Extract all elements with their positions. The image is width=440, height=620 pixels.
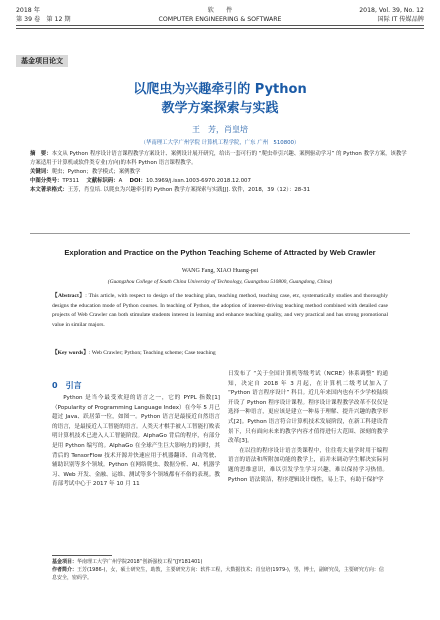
english-keywords <box>52 349 388 358</box>
clc-label: 中图分类号： <box>30 178 63 184</box>
keywords-line <box>30 168 410 177</box>
keywords-label: 关键词： <box>30 169 52 175</box>
header-rule-thin <box>16 28 424 29</box>
body-column-right <box>228 370 388 485</box>
english-keywords-label: 【Key words】 <box>52 350 89 356</box>
keywords-text: 爬虫；Python；教学模式；案例教学 <box>51 169 141 175</box>
header-right <box>359 6 424 24</box>
english-abstract-text: : This article, with respect to design of the teaching plan, teaching method, teaching case, etc, systematically studies and thoroughly designs the education mode of Python courses. In teaching of Python, the adoption of interest-driving teaching method combined with detailed case projects of Web Crawler can both stimulate students interest in learning and enhance teaching quality, and very practical and has strong promotional value in similar majors. <box>52 293 389 328</box>
title-line-1: 以爬虫为兴趣牵引的 Python <box>133 82 307 97</box>
article-title <box>0 80 440 118</box>
author-note <box>52 566 388 582</box>
chinese-abstract-block <box>30 150 410 195</box>
english-affiliation: (Guangzhou College of South China University of Technology, Guangzhou 510800, Guangdong, China) <box>107 279 333 285</box>
doi-value[interactable]: 10.3969/j.issn.1003-6970.2018.12.007 <box>145 178 251 184</box>
author-bio-text: 王芳(1986-)，女，硕士研究生，助教，主要研究方向：软件工程，大数据技术；肖皇培(1979-)，男，博士，副研究员，主要研究方向：信息安全，密码学。 <box>52 567 384 582</box>
body-paragraph: Python 是当今最受欢迎的语言之一，它的 PYPL 指数[1]（Popularity of Programming Language Index）在今年 5 月已超过 Java、跃居第一位，如图一。Python 语言是最接近自然语言的语言，是最接近人工智能的语言。人类天才棋手被人工智能打败表明计算机技术已进入人工智能阶段。AlphaGo 背后的程序，有部分是用 Python 编写的。AlphaGo 在全球产生巨大影响力的同时，其背后的 TensorFlow 技术开源并快速应用于机器翻译、自动驾驶、辅助识别等多个领域。Python 在网络爬虫、数据分析、AI、机器学习、Web 开发、金融、运维、测试等多个领域都有不俗的表现。教育部考试中心于 2017 年 10 月 11 <box>52 395 220 488</box>
journal-name-cn: 软 件 <box>207 7 233 14</box>
english-title: Exploration and Practice on the Python Teaching Scheme of Attracted by Web Crawler <box>64 248 376 257</box>
citation-label: 本文著录格式： <box>30 187 68 193</box>
header-issue: 第 39 卷 第 12 期 <box>16 16 71 23</box>
doccode-label: 文献标识码： <box>86 178 119 184</box>
clc-value: TP311 <box>62 178 80 184</box>
article-type-tag: 基金项目论文 <box>16 55 68 67</box>
fund-label: 基金项目： <box>52 559 78 565</box>
body-paragraph: 在以往的程序设计语言类课程中，往往将大量学时用于编程语言的语法和所附加功能的教学上，而并未调动学生解决实际问题的思维意识，难以引发学生学习兴趣，难以保持学习热情。Python 语法简洁，程序逻辑设计线性，易上手，有助于保护学 <box>228 447 388 483</box>
doccode-value: A <box>118 178 123 184</box>
body-paragraph: 日发布了 “关于全国计算机等级考试（NCRE）体系调整” 的通知，决定自 2018 年 3 月起，在计算机二级考试加入了 “Python 语言程序设计” 科目。近几年来国内也有不少学校陆续开设了 Python 程序设计课程。程序设计课程教学改革不仅仅是选择一种语言，更应该是建立一种易于理解、提升兴趣的教学形式[2]。Python 语言符合计算机技术发展阶段，在新工科建设背景下，只有面向未来的教学内容才值得进行大范围、深刻的教学改革[3]。 <box>228 371 388 445</box>
section-divider <box>30 233 410 234</box>
abstract-paragraph <box>30 150 410 168</box>
english-abstract-label: 【Abstract】 <box>52 293 86 299</box>
citation-line <box>30 186 410 195</box>
english-keywords-text: : Web Crawler; Python; Teaching scheme; Case teaching <box>88 350 216 356</box>
author-bio-label: 作者简介： <box>52 567 78 574</box>
body-column-left <box>52 394 220 490</box>
section-heading-intro: 0 引言 <box>52 381 82 390</box>
english-abstract <box>52 292 388 330</box>
journal-name-en: COMPUTER ENGINEERING & SOFTWARE <box>158 16 282 23</box>
classification-line <box>30 177 410 186</box>
authors: 王 芳，肖皇培 <box>192 125 248 134</box>
fund-text: 华南理工大学广州学院2018“创新强校工程”(JY181401) <box>77 559 203 565</box>
doi-label: DOI： <box>129 178 146 184</box>
abstract-label: 摘 要： <box>30 151 52 157</box>
footnote-rule <box>52 555 112 556</box>
header-volume: 2018, Vol. 39, No. 12 <box>359 7 424 14</box>
fund-note <box>52 558 388 566</box>
english-authors: WANG Fang, XIAO Huang-pei <box>181 268 259 274</box>
header-year: 2018 年 <box>16 7 40 14</box>
affiliation: （华南理工大学广州学院 计算机工程学院，广东 广州 510800） <box>140 140 300 146</box>
header-rule <box>16 25 424 26</box>
citation-text: 王芳，肖皇培. 以爬虫为兴趣牵引的 Python 教学方案探索与实践[J]. 软件，2018，39（12）：28-31 <box>67 187 311 193</box>
title-line-2: 教学方案探索与实践 <box>161 101 279 116</box>
header-category: 国际 IT 传媒品牌 <box>377 16 424 23</box>
abstract-text: 本文从 Python 程序设计语言课程教学方案设计、案例设计展开研究，给出一套可行的 “爬虫牵引兴趣、案例驱动学习” 的 Python 教学方案，该教学方案适用于计算机或软件类专业(方向)的本科 Python 语言课程教学。 <box>30 151 407 166</box>
footnote <box>52 558 388 583</box>
